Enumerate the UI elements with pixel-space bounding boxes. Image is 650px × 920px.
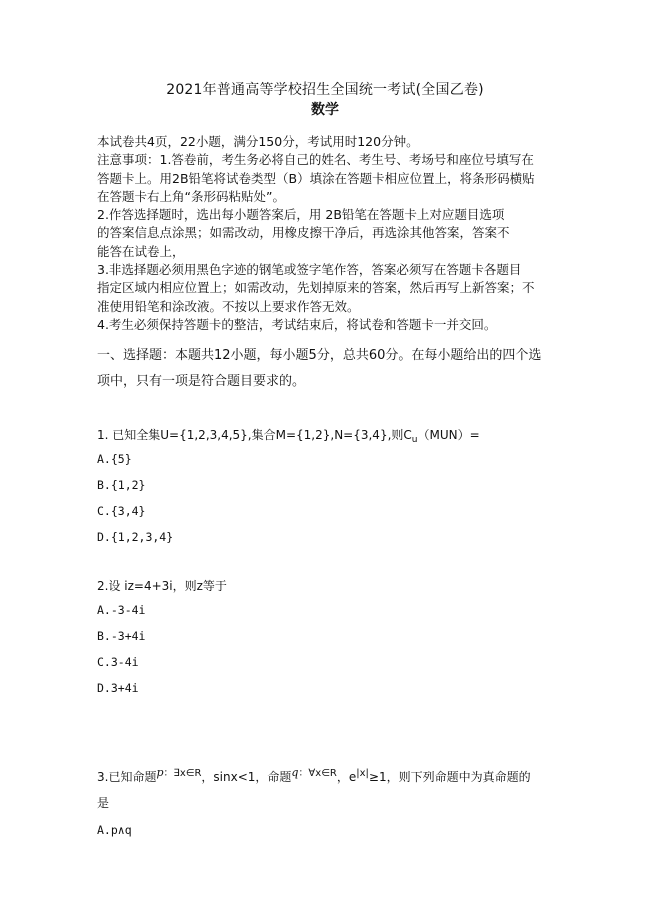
exponent: |x|	[356, 768, 369, 779]
note-line: 2.作答选择题时，选出每小题答案后，用 2B铅笔在答题卡上对应题目选项	[97, 207, 505, 223]
question-3-option-a: A.p∧q	[97, 823, 132, 837]
question-1-option-b: B.{1,2}	[97, 478, 146, 492]
question-1-option-d: D.{1,2,3,4}	[97, 530, 174, 544]
section-heading	[97, 343, 567, 395]
question-2-option-d: D.3+4i	[97, 681, 139, 695]
question-text: 1. 已知全集U={1,2,3,4,5},集合M={1,2},N={3,4},则C	[97, 428, 412, 442]
note-line: 的答案信息点涂黑；如需改动，用橡皮擦干净后，再选涂其他答案，答案不	[97, 225, 510, 241]
note-line: 指定区域内相应位置上；如需改动，先划掉原来的答案，然后再写上新答案；不	[97, 280, 535, 296]
note-line: 能答在试卷上，	[97, 243, 185, 259]
instructions	[97, 133, 567, 334]
question-2-option-a: A.-3-4i	[97, 603, 146, 617]
section-line: 一、选择题：本题共12小题，每小题5分，总共60分。在每小题给出的四个选	[97, 348, 542, 363]
subscript: u	[411, 435, 418, 445]
note-line: 答题卡上。用2B铅笔将试卷类型（B）填涂在答题卡相应位置上，将条形码横贴	[97, 170, 535, 186]
note-line: 准使用铅笔和涂改液。不按以上要求作答无效。	[97, 298, 360, 314]
note-line: 4.考生必须保持答题卡的整洁，考试结束后，将试卷和答题卡一并交回。	[97, 316, 497, 332]
section-line: 项中，只有一项是符合题目要求的。	[97, 374, 306, 389]
question-2-option-b: B.-3+4i	[97, 629, 146, 643]
question-3-stem	[97, 768, 531, 785]
question-text: ，sinx<1，命题	[201, 770, 292, 784]
math-expression: ：∀x∈R	[298, 768, 337, 779]
question-text: ，e	[336, 770, 357, 784]
question-1-option-c: C.{3,4}	[97, 504, 146, 518]
question-1-option-a: A.{5}	[97, 452, 132, 466]
note-line: 本试卷共4页，22小题，满分150分，考试用时120分钟。	[97, 134, 419, 149]
note-line: 3.非选择题必须用黑色字迹的钢笔或签字笔作答，答案必须写在答题卡各题目	[97, 262, 522, 278]
exam-title: 2021年普通高等学校招生全国统一考试(全国乙卷)	[166, 82, 484, 98]
question-1-stem	[97, 426, 480, 443]
question-text: 3.已知命题	[97, 770, 157, 784]
question-2-stem: 2.设 iz=4+3i，则z等于	[97, 579, 227, 593]
question-text: ≥1，则下列命题中为真命题的	[368, 770, 531, 784]
note-line: 在答题卡右上角“条形码粘贴处”。	[97, 188, 285, 204]
note-line: 注意事项：1.答卷前，考生务必将自己的姓名、考生号、考场号和座位号填写在	[97, 152, 534, 168]
subject-title: 数学	[311, 102, 339, 118]
question-3-stem-line2: 是	[97, 796, 110, 810]
question-2-option-c: C.3-4i	[97, 655, 139, 669]
math-symbol: p	[156, 766, 164, 779]
math-expression: ：∃x∈R	[163, 768, 202, 779]
question-text: （MUN）=	[417, 428, 480, 442]
math-symbol: q	[291, 766, 299, 779]
